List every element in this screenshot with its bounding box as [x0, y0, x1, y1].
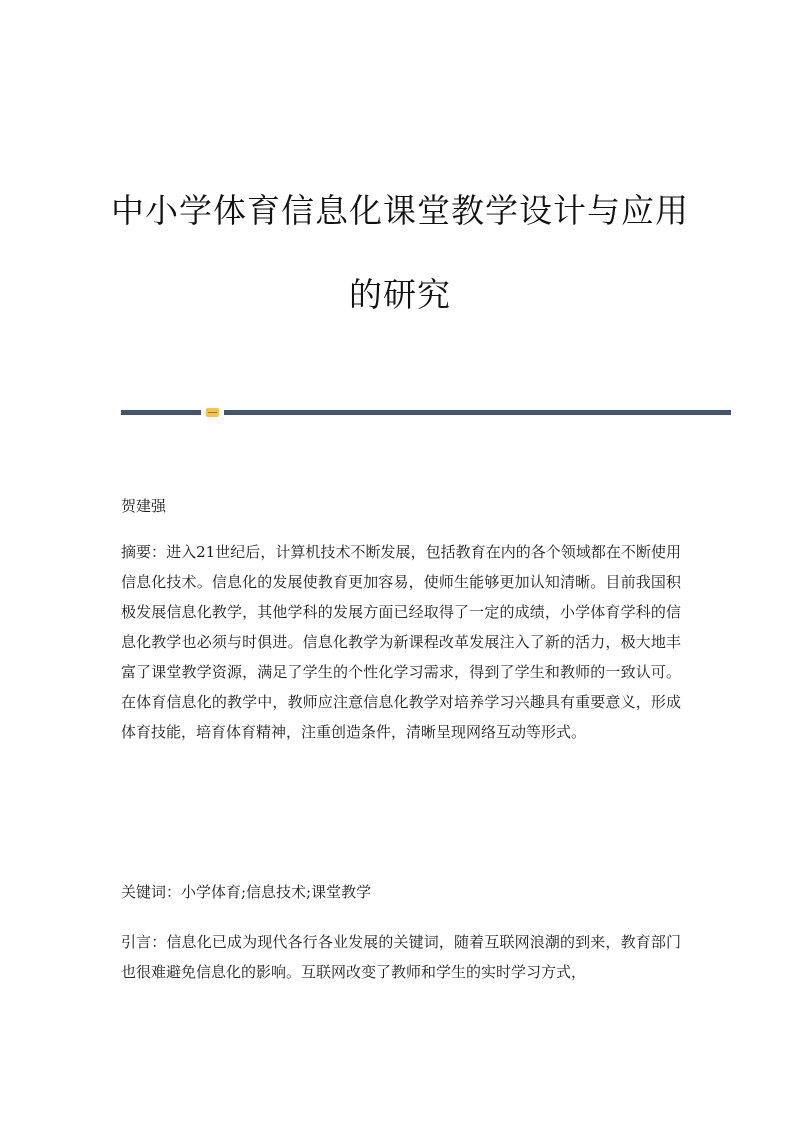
divider-ornament-icon	[206, 408, 219, 417]
divider-bar-right	[224, 410, 731, 415]
document-title-line-1: 中小学体育信息化课堂教学设计与应用	[111, 191, 689, 230]
author-name: 贺建强	[121, 497, 167, 515]
keywords-line: 关键词：小学体育;信息技术;课堂教学	[121, 883, 372, 901]
document-title-line-2: 的研究	[349, 275, 451, 314]
divider-bar-left	[121, 410, 201, 415]
introduction-paragraph: 引言：信息化已成为现代各行各业发展的关键词，随着互联网浪潮的到来，教育部门也很难避免信息化的影响。互联网改变了教师和学生的实时学习方式，	[121, 933, 681, 981]
title-divider	[121, 407, 731, 417]
abstract-paragraph: 摘要：进入21世纪后，计算机技术不断发展，包括教育在内的各个领域都在不断使用信息化技术。信息化的发展使教育更加容易，使师生能够更加认知清晰。目前我国积极发展信息化教学，其他学科的发展方面已经取得了一定的成绩，小学体育学科的信息化教学也必须与时俱进。信息化教学为新课程改革发展注入了新的活力，极大地丰富了课堂教学资源，满足了学生的个性化学习需求，得到了学生和教师的一致认可。在体育信息化的教学中，教师应注意信息化教学对培养学习兴趣具有重要意义，形成体育技能，培育体育精神，注重创造条件，清晰呈现网络互动等形式。	[121, 543, 681, 741]
